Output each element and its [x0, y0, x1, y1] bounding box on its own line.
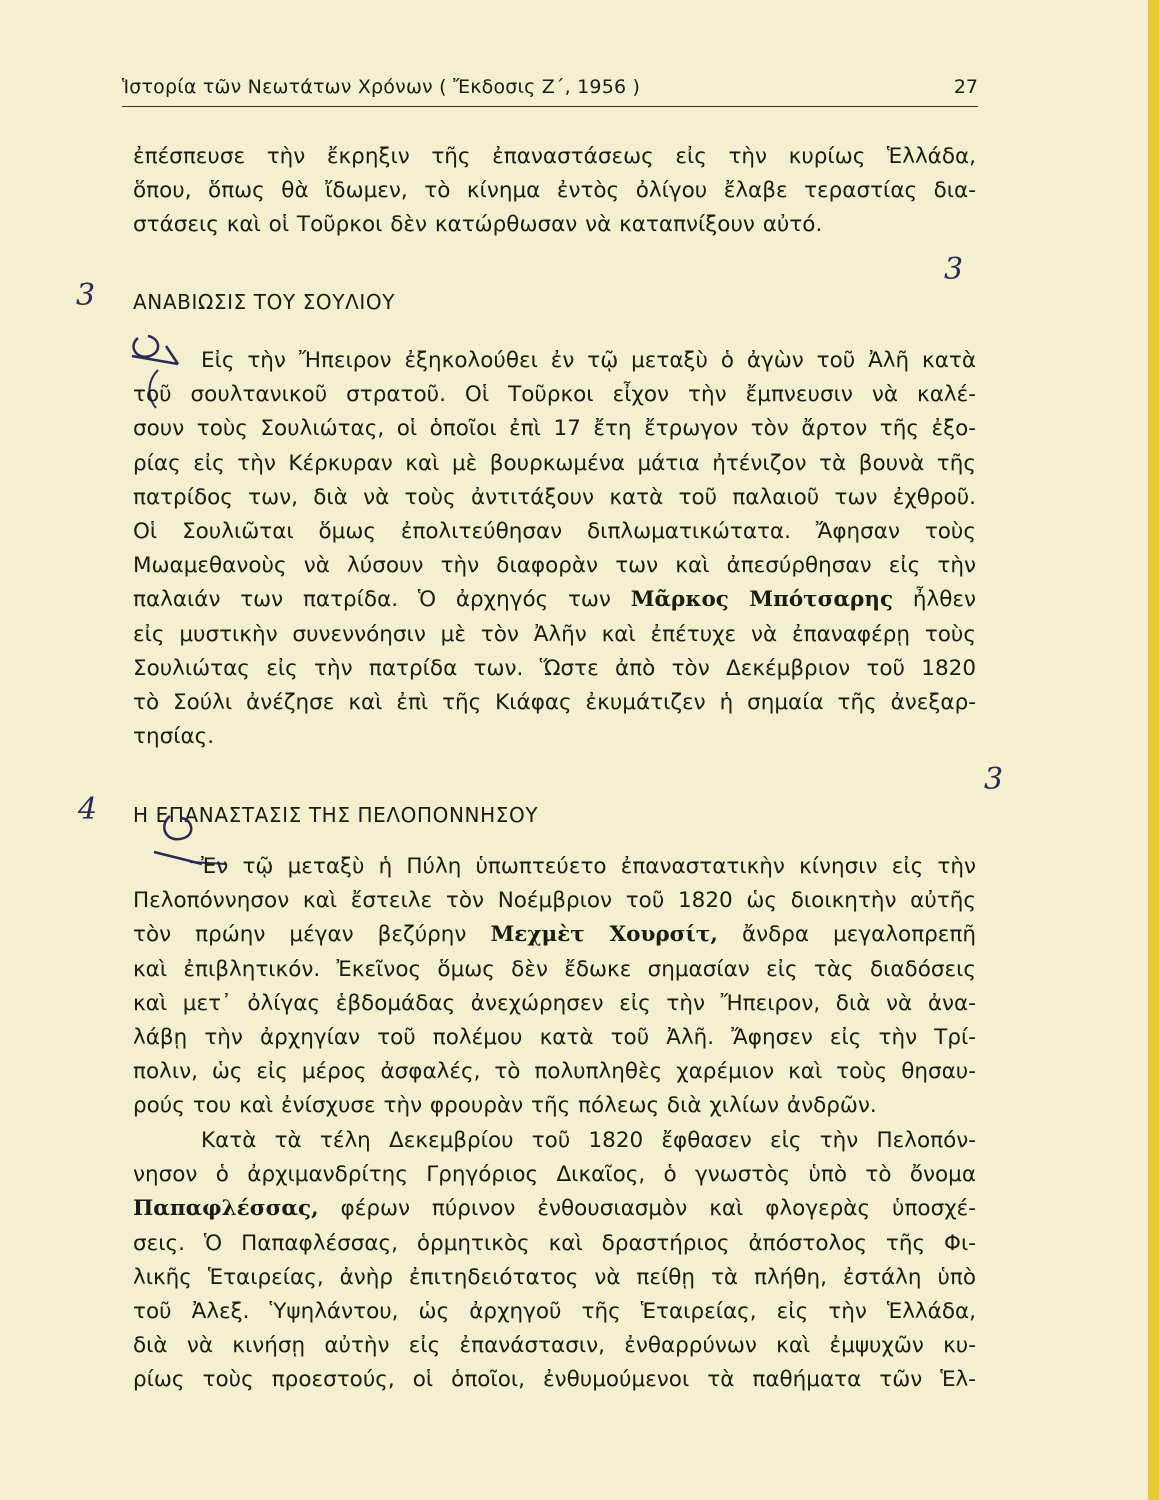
text-line: τοῦ σουλτανικοῦ στρατοῦ. Οἱ Τοῦρκοι εἶχον τὴν ἔμπνευσιν νὰ καλέ- — [133, 382, 976, 408]
text-line: Πελοπόννησον καὶ ἔστειλε τὸν Νοέμβριον τοῦ 1820 ὡς διοικητὴν αὐτῆς — [133, 888, 976, 914]
text-line: τὸ Σούλι ἀνέζησε καὶ ἐπὶ τῆς Κιάφας ἐκυμάτιζεν ἡ σημαία τῆς ἀνεξαρ- — [133, 689, 976, 715]
text-line: καὶ ἐπιβλητικόν. Ἐκεῖνος ὅμως δὲν ἔδωκε σημασίαν εἰς τὰς διαδόσεις — [133, 956, 976, 982]
text-line: διὰ νὰ κινήσῃ αὐτὴν εἰς ἐπανάστασιν, ἐνθαρρύνων καὶ ἐμψυχῶν κυ- — [133, 1333, 976, 1359]
text-segment: ἦλθεν — [912, 587, 976, 613]
text-line: στάσεις καὶ οἱ Τοῦρκοι δὲν κατώρθωσαν νὰ καταπνίξουν αὐτό. — [133, 212, 823, 238]
page-number: 27 — [953, 76, 978, 98]
running-title: Ἱστορία τῶν Νεωτάτων Χρόνων ( Ἔκδοσις Ζ΄, 1956 ) — [122, 76, 641, 98]
margin-note-right: 3 — [944, 252, 964, 287]
bold-name: Παπαφλέσσας, — [133, 1196, 319, 1222]
bold-name: Μᾶρκος Μπότσαρης — [630, 587, 894, 613]
text-line-with-name — [133, 1192, 976, 1226]
text-line: λάβῃ τὴν ἀρχηγίαν τοῦ πολέμου κατὰ τοῦ Ἀλῆ. Ἄφησεν εἰς τὴν Τρί- — [133, 1024, 976, 1050]
margin-note-left: 3 — [76, 278, 96, 313]
text-line-with-name — [133, 918, 976, 952]
text-line: νησον ὁ ἀρχιμανδρίτης Γρηγόριος Δικαῖος, ὁ γνωστὸς ὑπὸ τὸ ὄνομα — [133, 1162, 976, 1188]
text-line: λικῆς Ἑταιρείας, ἀνὴρ ἐπιτηδειότατος νὰ πείθῃ τὰ πλήθη, ἐστάλη ὑπὸ — [133, 1264, 976, 1290]
section-heading: ΑΝΑΒΙΩΣΙΣ ΤΟΥ ΣΟΥΛΙΟΥ — [133, 290, 396, 314]
text-line: Κατὰ τὰ τέλη Δεκεμβρίου τοῦ 1820 ἔφθασεν εἰς τὴν Πελοπόν- — [201, 1128, 976, 1153]
text-line: σεις. Ὁ Παπαφλέσσας, ὁρμητικὸς καὶ δραστήριος ἀπόστολος τῆς Φι- — [133, 1230, 976, 1256]
text-line: πολιν, ὡς εἰς μέρος ἀσφαλές, τὸ πολυπληθὲς χαρέμιον καὶ τοὺς θησαυ- — [133, 1059, 976, 1085]
text-line: σουν τοὺς Σουλιώτας, οἱ ὁποῖοι ἐπὶ 17 ἔτη ἔτρωγον τὸν ἄρτον τῆς ἐξο- — [133, 416, 976, 442]
margin-note-left: 4 — [78, 792, 98, 827]
text-line: Σουλιώτας εἰς τὴν πατρίδα των. Ὥστε ἀπὸ τὸν Δεκέμβριον τοῦ 1820 — [133, 655, 976, 681]
text-line: ἐπέσπευσε τὴν ἔκρηξιν τῆς ἐπαναστάσεως εἰς τὴν κυρίως Ἑλλάδα, — [133, 144, 976, 169]
bold-name: Μεχμὲτ Χουρσίτ, — [490, 922, 718, 948]
text-line: εἰς μυστικὴν συνεννόησιν μὲ τὸν Ἀλῆν καὶ ἐπέτυχε νὰ ἐπαναφέρῃ τοὺς — [133, 621, 976, 647]
text-line: τησίας. — [133, 724, 215, 750]
section2-paragraph — [133, 850, 976, 1124]
text-line-with-name — [133, 583, 976, 617]
text-line: Εἰς τὴν Ἤπειρον ἐξηκολούθει ἐν τῷ μεταξὺ ὁ ἀγὼν τοῦ Ἀλῆ κατὰ — [201, 348, 976, 373]
text-line: καὶ μετ᾽ ὀλίγας ἑβδομάδας ἀνεχώρησεν εἰς τὴν Ἤπειρον, διὰ νὰ ἀνα- — [133, 990, 976, 1016]
text-segment: ἄνδρα μεγαλοπρεπῆ — [741, 922, 976, 948]
intro-paragraph — [133, 140, 976, 243]
paragraph-3 — [133, 1124, 976, 1398]
section1-paragraph — [133, 344, 976, 754]
running-header — [122, 72, 978, 107]
text-line: ὅπου, ὅπως θὰ ἴδωμεν, τὸ κίνημα ἐντὸς ὀλίγου ἔλαβε τεραστίας δια- — [133, 178, 976, 204]
text-line: ρίας εἰς τὴν Κέρκυραν καὶ μὲ βουρκωμένα μάτια ἠτένιζον τὰ βουνὰ τῆς — [133, 450, 976, 476]
text-line: Μωαμεθανοὺς νὰ λύσουν τὴν διαφορὰν των καὶ ἀπεσύρθησαν εἰς τὴν — [133, 553, 976, 579]
text-line: ρούς του καὶ ἐνίσχυσε τὴν φρουρὰν τῆς πόλεως διὰ χιλίων ἀνδρῶν. — [133, 1093, 877, 1119]
page-edge — [1148, 0, 1159, 1500]
text-line: πατρίδος των, διὰ νὰ τοὺς ἀντιτάξουν κατὰ τοῦ παλαιοῦ των ἐχθροῦ. — [133, 484, 976, 510]
text-line: ρίως τοὺς προεστούς, οἱ ὁποῖοι, ἐνθυμούμενοι τὰ παθήματα τῶν Ἑλ- — [133, 1367, 976, 1393]
text-segment: τὸν πρώην μέγαν βεζύρην — [133, 922, 467, 948]
section-heading: Η ΕΠΑΝΑΣΤΑΣΙΣ ΤΗΣ ΠΕΛΟΠΟΝΝΗΣΟΥ — [133, 803, 539, 827]
text-line: τοῦ Ἀλεξ. Ὑψηλάντου, ὡς ἀρχηγοῦ τῆς Ἑταιρείας, εἰς τὴν Ἑλλάδα, — [133, 1298, 976, 1324]
margin-note-right: 3 — [984, 762, 1004, 797]
text-line: Οἱ Σουλιῶται ὅμως ἐπολιτεύθησαν διπλωματικώτατα. Ἄφησαν τοὺς — [133, 518, 976, 544]
text-segment: παλαιάν των πατρίδα. Ὁ ἀρχηγός των — [133, 587, 611, 613]
text-segment: φέρων πύρινον ἐνθουσιασμὸν καὶ φλογερὰς ὑποσχέ- — [340, 1196, 977, 1222]
text-line: Ἐν τῷ μεταξὺ ἡ Πύλη ὑπωπτεύετο ἐπαναστατικὴν κίνησιν εἰς τὴν — [201, 854, 976, 879]
